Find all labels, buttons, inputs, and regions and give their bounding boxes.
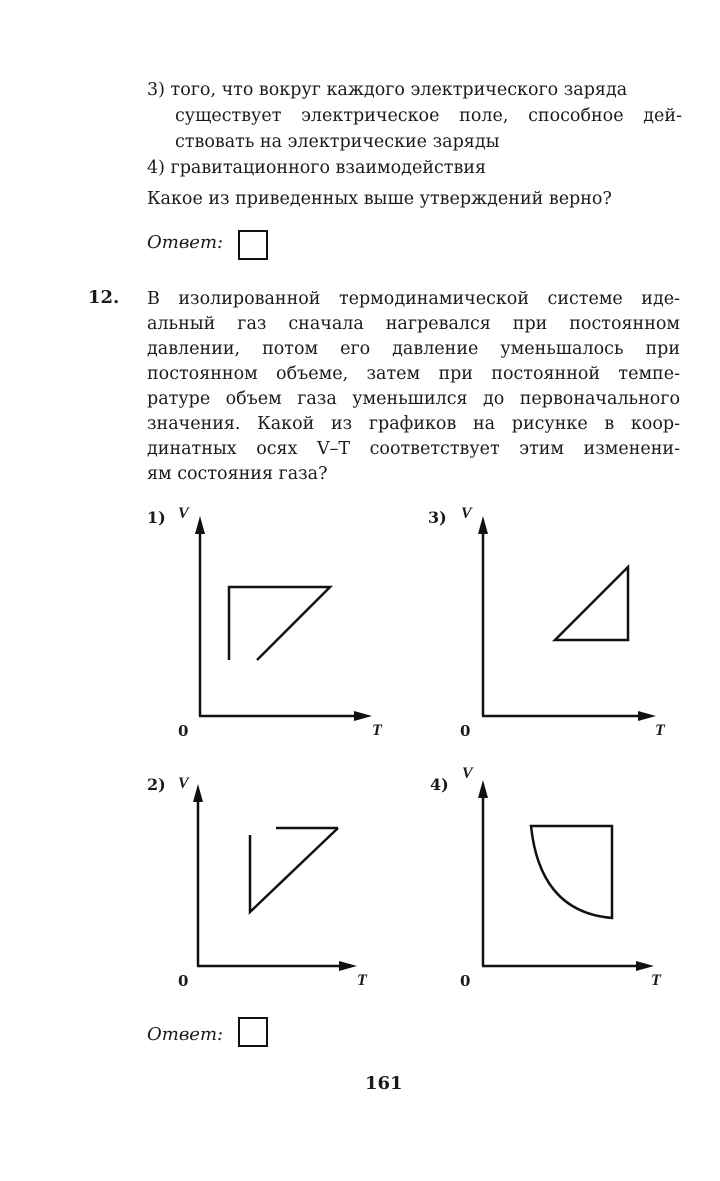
graph-1-origin: 0 <box>178 722 189 740</box>
q12-line-2: альный газ сначала нагревался при постоянном <box>147 314 680 334</box>
q12-line-3: давлении, потом его давление уменьшалось при <box>147 339 680 359</box>
graph-3-v-label: V <box>461 505 472 522</box>
graph-4-number: 4) <box>430 775 449 794</box>
graph-4-t-label: T <box>651 972 661 989</box>
graph-2-number: 2) <box>147 775 166 794</box>
graph-4-v-label: V <box>462 765 473 782</box>
graph-4-origin: 0 <box>460 972 471 990</box>
graph-1-v-label: V <box>178 505 189 522</box>
option-4-line: 4) гравитационного взаимодействия <box>147 158 487 178</box>
question-prompt: Какое из приведенных выше утверждений верно? <box>147 189 612 209</box>
q12-line-4: постоянном объеме, затем при постоянной темпе- <box>147 364 680 384</box>
q12-line-5: ратуре объем газа уменьшился до первоначального <box>147 389 680 409</box>
q12-line-8: ям состояния газа? <box>147 464 328 484</box>
q12-line-6: значения. Какой из графиков на рисунке в коор- <box>147 414 680 434</box>
graph-4-curve <box>531 826 612 918</box>
option-3-line-1: 3) того, что вокруг каждого электрического заряда <box>147 80 628 100</box>
graph-3-origin: 0 <box>460 722 471 740</box>
graph-4-x-arrow <box>636 961 654 971</box>
graph-3-number: 3) <box>428 508 447 527</box>
graph-1-t-label: T <box>372 722 382 739</box>
option-3-line-2: существует электрическое поле, способное дей- <box>175 106 682 126</box>
graph-2-origin: 0 <box>178 972 189 990</box>
q12-line-1: В изолированной термодинамической системе иде- <box>147 289 680 309</box>
q12-line-7: динатных осях V–T соответствует этим изменени- <box>147 439 680 459</box>
answer-label-2: Ответ: <box>147 1024 224 1045</box>
page-number: 161 <box>365 1073 403 1094</box>
graph-1-number: 1) <box>147 508 166 527</box>
graph-2-t-label: T <box>357 972 367 989</box>
graph-4-y-arrow <box>478 780 488 798</box>
graph-3-t-label: T <box>655 722 665 739</box>
graph-2-v-label: V <box>178 775 189 792</box>
answer-box-2[interactable] <box>238 1017 268 1047</box>
option-3-line-3: ствовать на электрические заряды <box>175 132 500 152</box>
answer-label-1: Ответ: <box>147 232 224 253</box>
question-number-12: 12. <box>88 287 120 308</box>
